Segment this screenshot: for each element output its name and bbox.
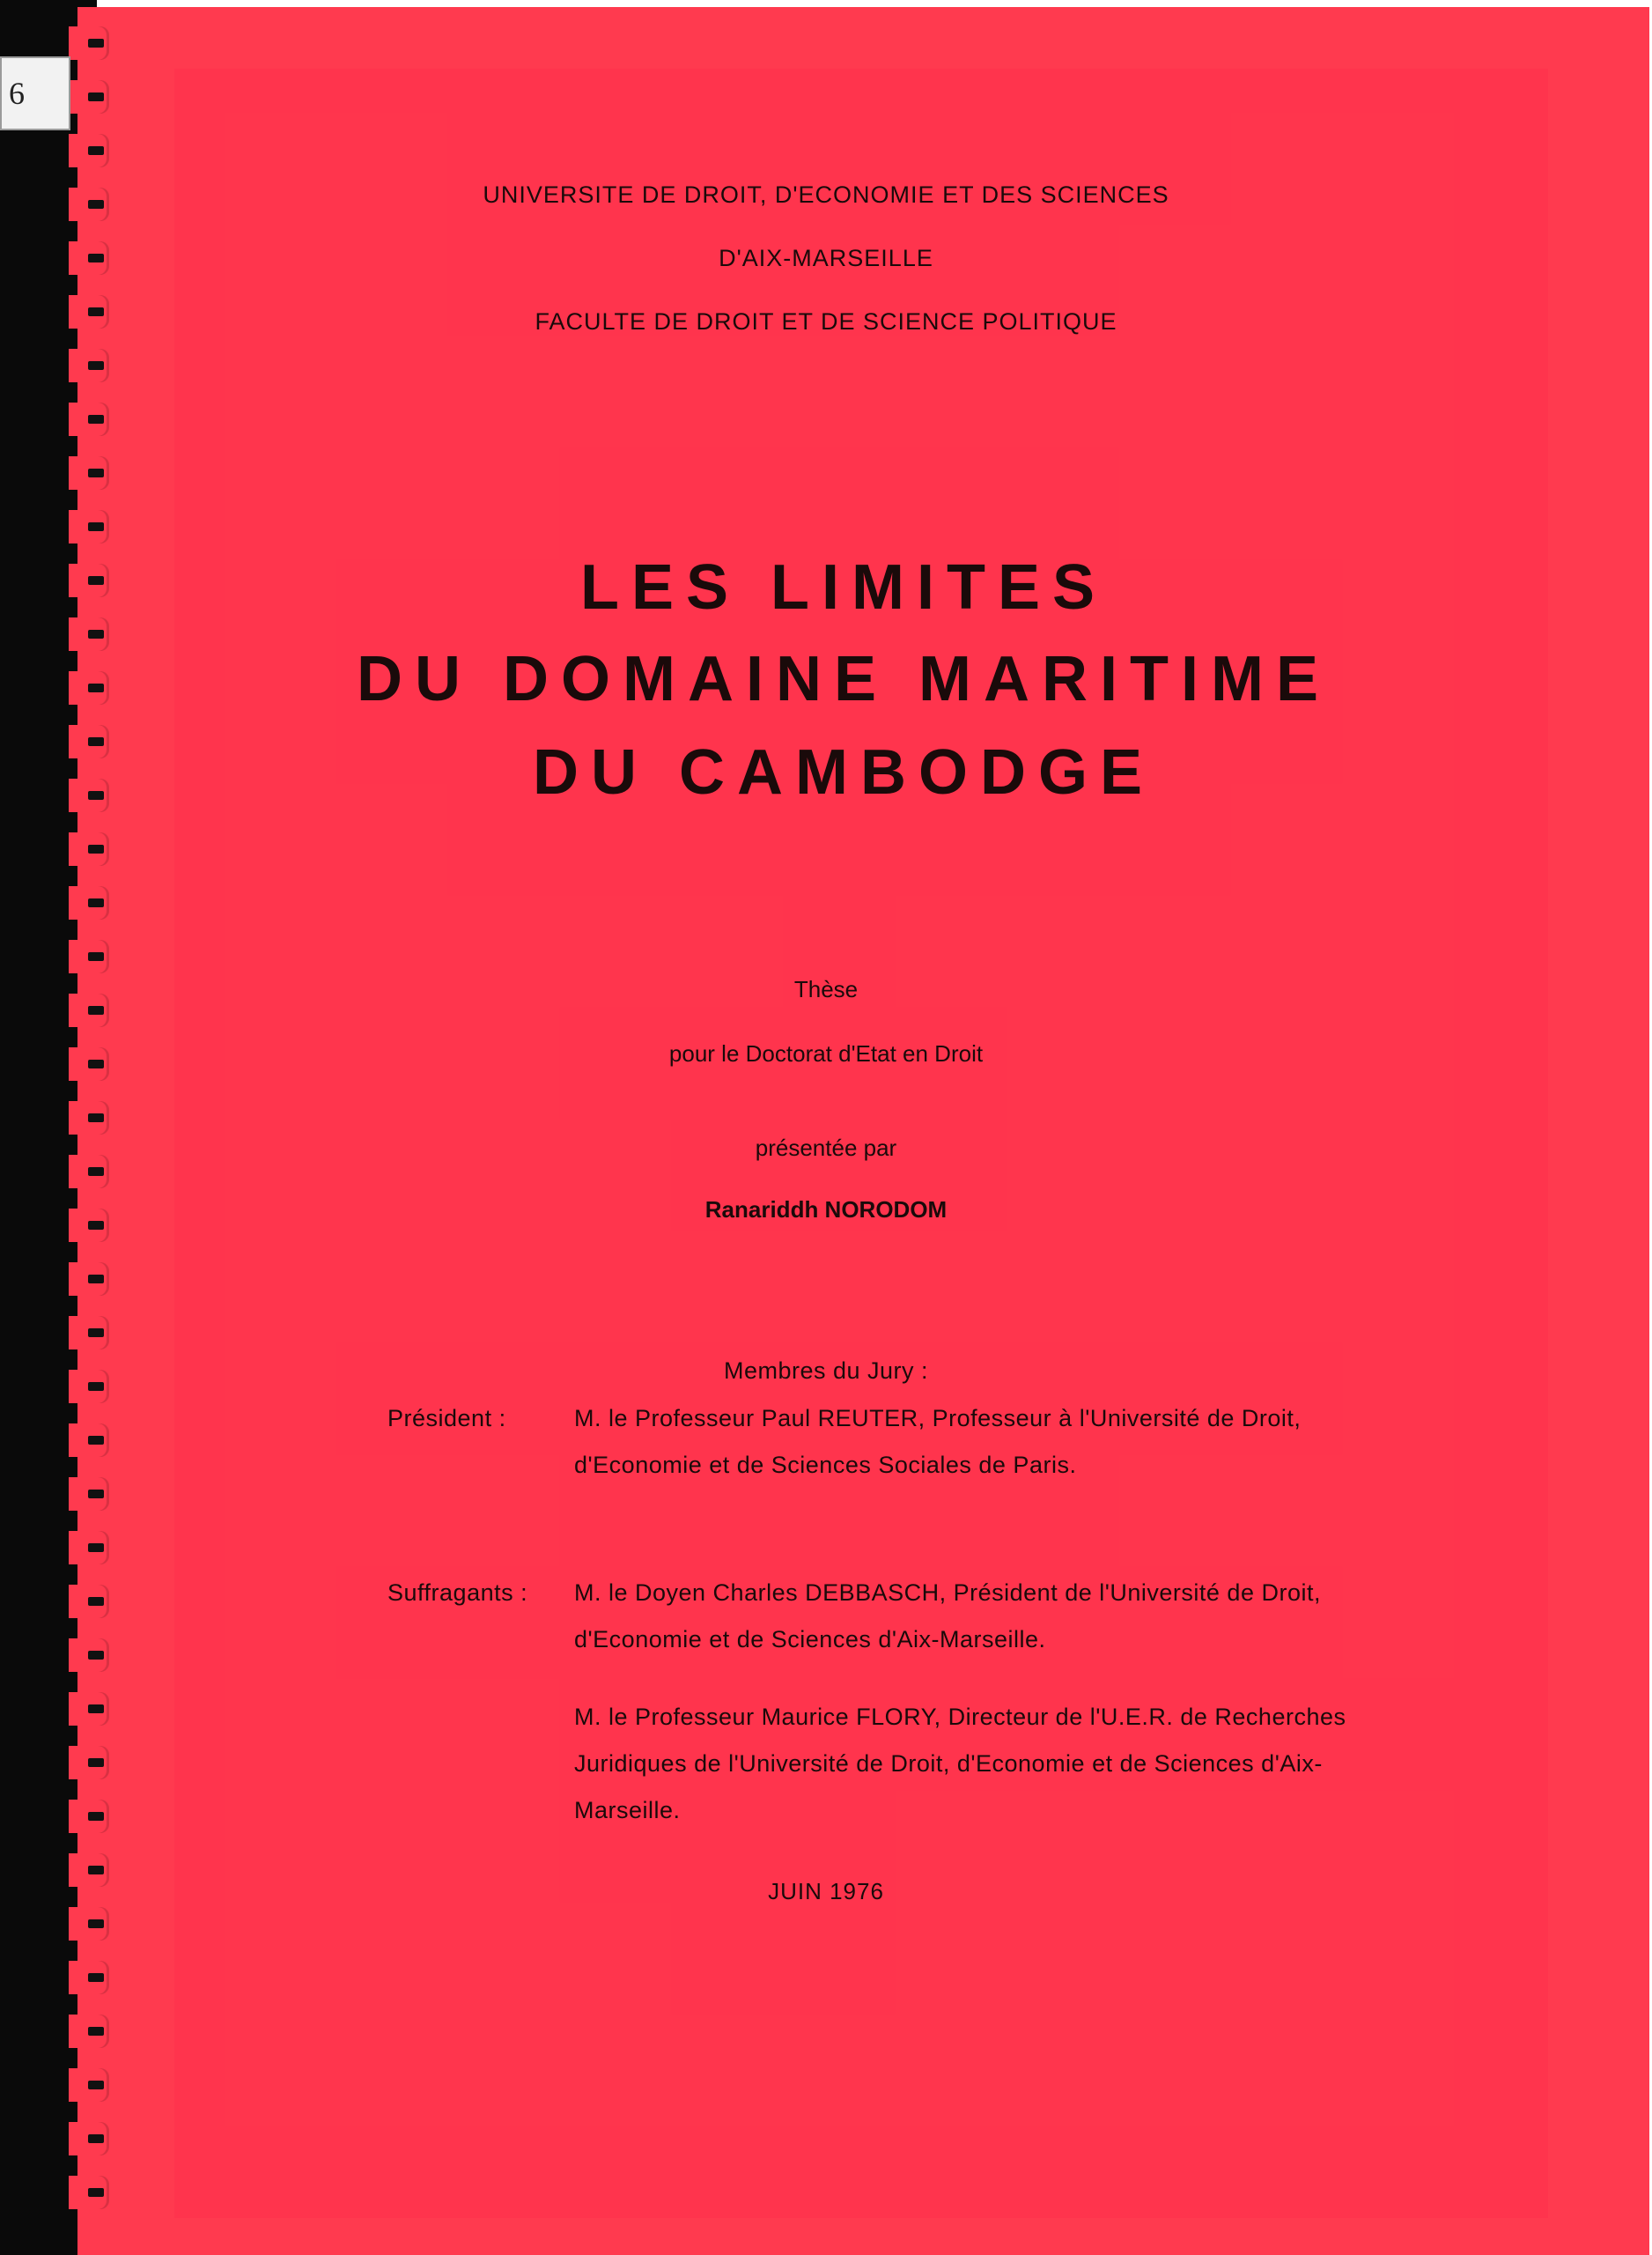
thesis-type: Thèse	[793, 976, 859, 1002]
member-2-line-3: Marseille.	[574, 1797, 681, 1823]
red-cover	[77, 7, 1649, 2255]
binding-ring	[69, 134, 109, 167]
president-line-1: M. le Professeur Paul REUTER, Professeur à l'Université de Droit,	[574, 1405, 1302, 1431]
binding-ring	[69, 510, 109, 543]
binding-ring	[69, 1477, 109, 1511]
member-1-line-1: M. le Doyen Charles DEBBASCH, Président de l'Université de Droit,	[574, 1579, 1321, 1606]
title-line-2: DU DOMAINE MARITIME	[357, 644, 1331, 714]
member-2-line-2: Juridiques de l'Université de Droit, d'Economie et de Sciences d'Aix-	[574, 1750, 1323, 1777]
binding-ring	[69, 2176, 109, 2209]
binding-ring	[69, 1746, 109, 1779]
title-line-3: DU CAMBODGE	[533, 737, 1154, 808]
binding-ring	[69, 832, 109, 866]
binding-ring	[69, 1961, 109, 1994]
binding-ring	[69, 403, 109, 436]
presented-by: présentée par	[755, 1135, 897, 1161]
jury-heading: Membres du Jury :	[723, 1357, 929, 1384]
institution-line-1: UNIVERSITE DE DROIT, D'ECONOMIE ET DES SCIENCES	[483, 181, 1169, 208]
binding-ring	[69, 2068, 109, 2102]
thesis-date: JUIN 1976	[768, 1878, 884, 1904]
binding-ring	[69, 940, 109, 973]
binding-ring	[69, 80, 109, 114]
binding-ring	[69, 1800, 109, 1833]
binding-ring	[69, 1316, 109, 1349]
binding-ring	[69, 886, 109, 920]
binding-ring	[69, 26, 109, 60]
binding-ring	[69, 1585, 109, 1618]
binding-ring	[69, 1638, 109, 1672]
binding-ring	[69, 2122, 109, 2155]
author-name: Ranariddh NORODOM	[704, 1196, 948, 1223]
president-line-2: d'Economie et de Sciences Sociales de Paris.	[574, 1452, 1077, 1478]
member-2-line-1: M. le Professeur Maurice FLORY, Directeur de l'U.E.R. de Recherches	[574, 1704, 1346, 1730]
binding-ring	[69, 1101, 109, 1135]
binding-ring	[69, 1907, 109, 1941]
binding-ring	[69, 349, 109, 382]
institution-line-3: FACULTE DE DROIT ET DE SCIENCE POLITIQUE	[535, 308, 1117, 335]
binding-ring	[69, 456, 109, 490]
binding-ring	[69, 1262, 109, 1296]
institution-line-2: D'AIX-MARSEILLE	[719, 245, 933, 271]
title-line-1: LES LIMITES	[579, 552, 1108, 623]
suffragants-label: Suffragants :	[387, 1579, 528, 1606]
member-1-line-2: d'Economie et de Sciences d'Aix-Marseille.	[574, 1626, 1046, 1652]
binding-ring	[69, 1531, 109, 1564]
binding-ring	[69, 1692, 109, 1726]
binding-ring	[69, 1423, 109, 1457]
binding-ring	[69, 2015, 109, 2048]
thesis-degree: pour le Doctorat d'Etat en Droit	[668, 1040, 984, 1067]
president-label: Président :	[387, 1405, 506, 1431]
page-number-tab: 6	[0, 56, 70, 130]
